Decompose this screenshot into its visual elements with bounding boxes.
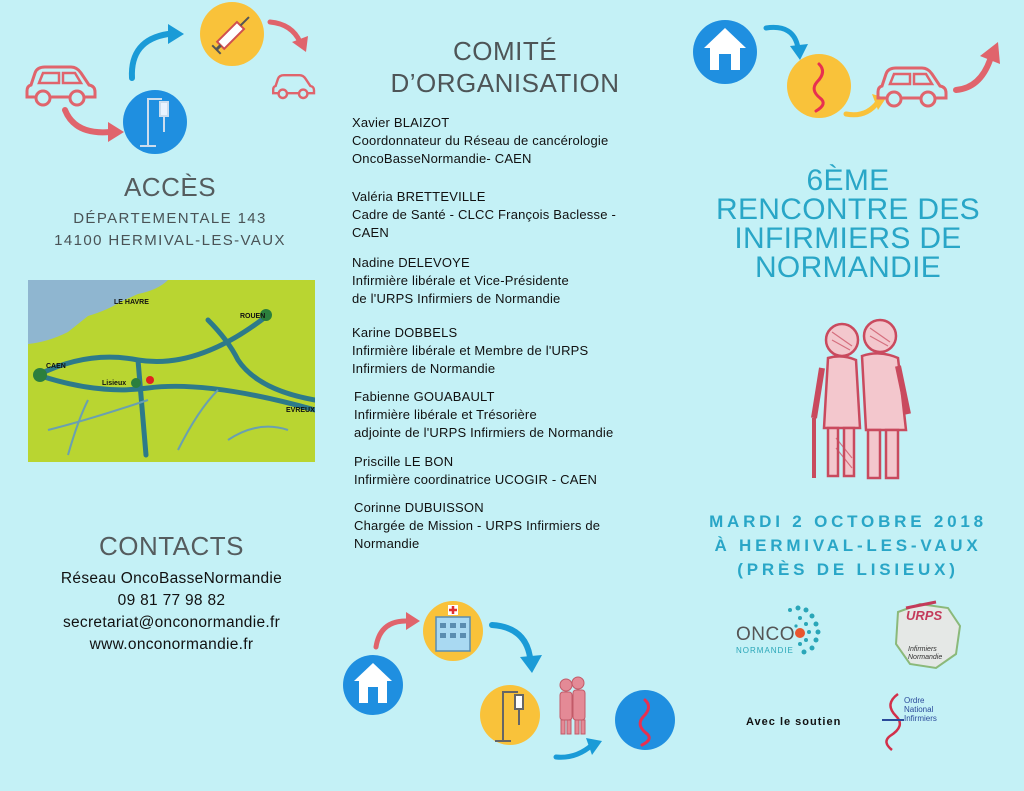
member-role: Infirmière libérale et Membre de l'URPS Infirmiers de Normandie (352, 343, 589, 376)
member-role: Chargée de Mission - URPS Infirmiers de Normandie (354, 518, 601, 551)
member-5 (354, 388, 654, 442)
arrow-red (65, 110, 110, 132)
member-name: Nadine DELEVOYE (352, 255, 470, 270)
contact-org: Réseau OncoBasseNormandie (60, 570, 283, 587)
event-date: MARDI 2 OCTOBRE 2018 À HERMIVAL-LES-VAUX (PRÈS DE LISIEUX) (709, 512, 987, 579)
map-label-rouen: ROUEN (240, 313, 266, 320)
soutien-text: Avec le soutien (746, 716, 842, 728)
map-label-le-havre: LE HAVRE (114, 299, 149, 306)
middle-journey-icons (340, 595, 680, 791)
car-icon (273, 75, 314, 98)
member-name: Xavier BLAIZOT (352, 115, 450, 130)
member-role: Infirmière coordinatrice UCOGIR - CAEN (354, 472, 598, 487)
onco-sub: NORMANDIE (736, 646, 794, 655)
elderly-couple-icon (560, 677, 585, 734)
member-6 (354, 453, 654, 489)
ordre-infirmiers-logo (878, 690, 968, 752)
member-2 (352, 188, 652, 242)
onco-normandie-logo (734, 600, 834, 668)
contact-phone[interactable]: 09 81 77 98 82 (117, 592, 226, 609)
member-3 (352, 254, 652, 308)
car-icon (27, 67, 95, 105)
map-label-caen: CAEN (46, 363, 66, 370)
member-role: Infirmière libérale et Trésorière adjointe de l'URPS Infirmiers de Normandie (354, 407, 614, 440)
member-4 (352, 324, 652, 378)
address-line-1: DÉPARTEMENTALE 143 (73, 210, 267, 227)
urps-sub: Infirmiers Normandie (908, 646, 943, 661)
member-name: Corinne DUBUISSON (354, 500, 484, 515)
contacts-title: CONTACTS (98, 531, 245, 561)
ordre-line-2: National (904, 705, 934, 714)
event-title: 6ÈME RENCONTRE DES INFIRMIERS DE NORMANDIE (716, 164, 980, 284)
member-name: Fabienne GOUABAULT (354, 389, 495, 404)
contact-email[interactable]: secretariat@onconormandie.fr (62, 614, 281, 631)
member-name: Valéria BRETTEVILLE (352, 189, 486, 204)
onco-word: ONCO (736, 624, 795, 645)
member-7 (354, 499, 654, 553)
elderly-couple-icon (806, 318, 916, 488)
comite-title: COMITÉ D’ORGANISATION (390, 36, 620, 98)
left-journey-icons (20, 0, 320, 160)
map-label-evreux: EVREUX (286, 407, 315, 414)
car-icon (878, 68, 946, 106)
ordre-line-3: Infirmiers (904, 714, 937, 723)
contact-website[interactable]: www.onconormandie.fr (89, 636, 254, 653)
map-label-lisieux: Lisieux (102, 380, 127, 387)
member-role: Coordonnateur du Réseau de cancérologie OncoBasseNormandie- CAEN (352, 133, 609, 166)
member-1 (352, 114, 652, 168)
member-name: Priscille LE BON (354, 454, 454, 469)
urps-word: URPS (906, 608, 943, 623)
access-map (28, 280, 315, 462)
member-role: Cadre de Santé - CLCC François Baclesse - CAEN (352, 207, 616, 240)
urps-logo (892, 598, 964, 674)
right-journey-icons (688, 14, 1018, 124)
address-line-2: 14100 HERMIVAL-LES-VAUX (54, 232, 286, 249)
member-name: Karine DOBBELS (352, 325, 458, 340)
arrow-blue (132, 34, 168, 78)
acces-title: ACCÈS (123, 172, 217, 202)
ordre-line-1: Ordre (904, 696, 925, 705)
member-role: Infirmière libérale et Vice-Présidente de l'URPS Infirmiers de Normandie (352, 273, 569, 306)
